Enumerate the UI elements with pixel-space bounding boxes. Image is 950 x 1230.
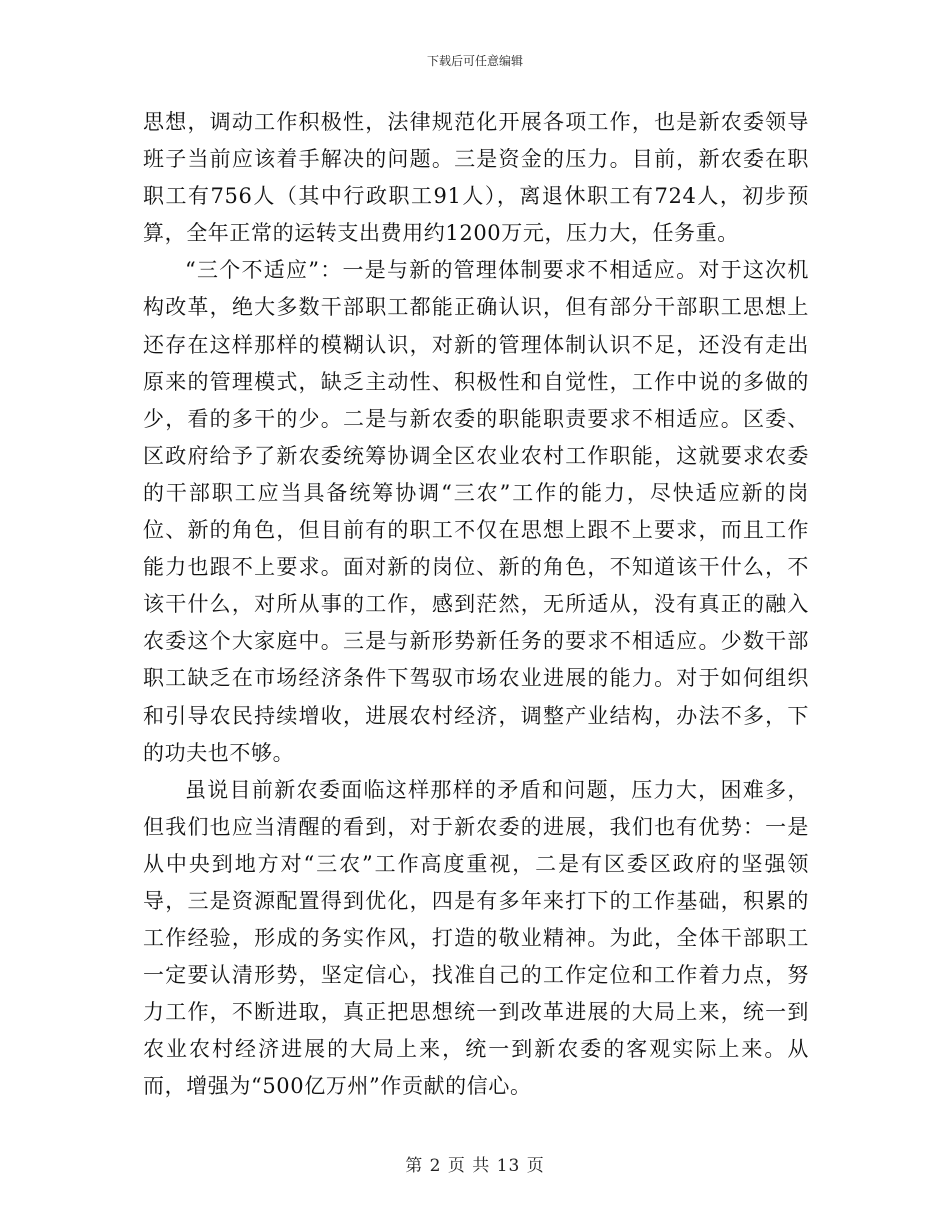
document-body [143, 104, 809, 1106]
page-header-note: 下载后可任意编辑 [426, 54, 523, 68]
paragraph-three-mismatches: “三个不适应”：一是与新的管理体制要求不相适应。对于这次机构改革，绝大多数干部职工都能正确认识，但有部分干部职工思想上还存在这样那样的模糊认识，对新的管理体制认识不足，还没有走出原来的管理模式，缺乏主动性、积极性和自觉性，工作中说的多做的少，看的多干的少。二是与新农委的职能职责要求不相适应。区委、区政府给予了新农委统筹协调全区农业农村工作职能，这就要求农委的干部职工应当具备统筹协调“三农”工作的能力，尽快适应新的岗位、新的角色，但目前有的职工不仅在思想上跟不上要求，而且工作能力也跟不上要求。面对新的岗位、新的角色，不知道该干什么，不该干什么，对所从事的工作，感到茫然，无所适从，没有真正的融入农委这个大家庭中。三是与新形势新任务的要求不相适应。少数干部职工缺乏在市场经济条件下驾驭市场农业进展的能力。对于如何组织和引导农民持续增收，进展农村经济，调整产业结构，办法不多，下的功夫也不够。 [143, 258, 809, 765]
paragraph-advantages: 虽说目前新农委面临这样那样的矛盾和问题，压力大，困难多，但我们也应当清醒的看到，对于新农委的进展，我们也有优势：一是从中央到地方对“三农”工作高度重视，二是有区委区政府的坚强领导，三是资源配置得到优化，四是有多年来打下的工作基础，积累的工作经验，形成的务实作风，打造的敬业精神。为此，全体干部职工一定要认清形势，坚定信心，找准自己的工作定位和工作着力点，努力工作，不断进取，真正把思想统一到改革进展的大局上来，统一到农业农村经济进展的大局上来，统一到新农委的客观实际上来。从而，增强为“500亿万州”作贡献的信心。 [143, 777, 809, 1099]
paragraph-continuation: 思想，调动工作积极性，法律规范化开展各项工作，也是新农委领导班子当前应该着手解决的问题。三是资金的压力。目前，新农委在职职工有756人（其中行政职工91人），离退休职工有724人，初步预算，全年正常的运转支出费用约1200万元，压力大，任务重。 [143, 110, 809, 246]
page-number: 第 2 页 共 13 页 [405, 1156, 545, 1176]
